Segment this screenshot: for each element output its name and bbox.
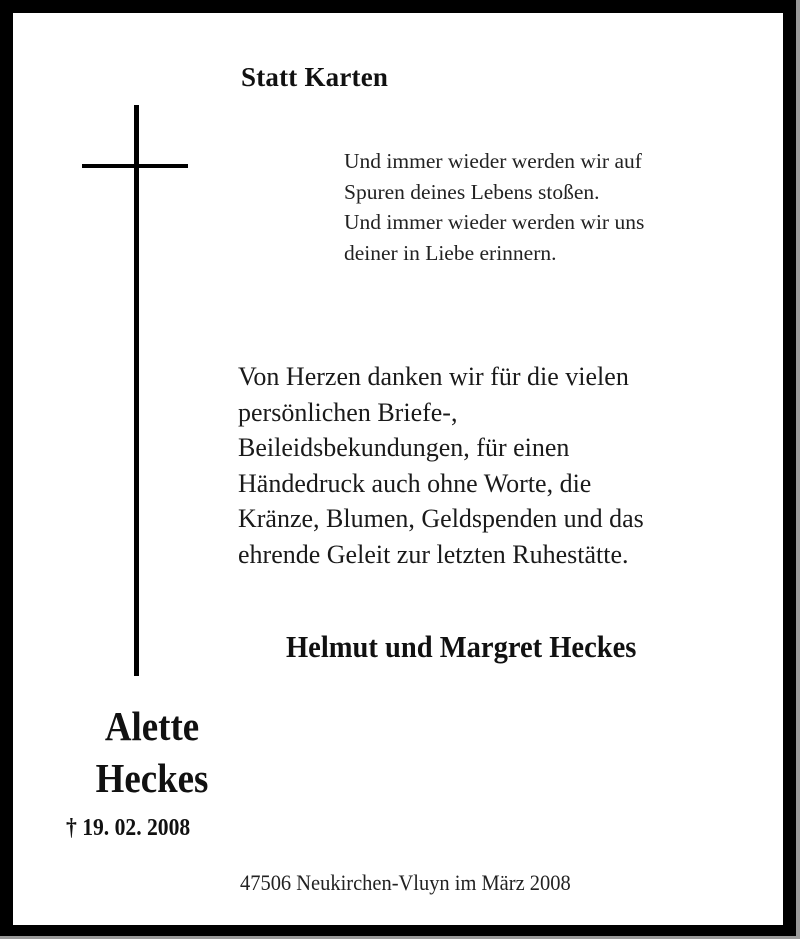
- thanks-line: Beileidsbekundungen, für einen: [238, 433, 570, 462]
- thanks-line: Kränze, Blumen, Geldspenden und das: [238, 504, 644, 533]
- verse-line: Und immer wieder werden wir auf: [344, 149, 642, 173]
- place-and-date: 47506 Neukirchen-Vluyn im März 2008: [240, 870, 571, 895]
- deceased-first-name: Alette: [104, 703, 200, 749]
- deceased-name: [71, 700, 233, 804]
- verse-line: Und immer wieder werden wir uns: [344, 210, 645, 234]
- thanks-line: persönlichen Briefe-,: [238, 397, 458, 427]
- verse-line: deiner in Liebe erinnern.: [344, 240, 557, 265]
- verse-line: Spuren deines Lebens stoßen.: [344, 179, 600, 204]
- memorial-verse: [344, 146, 644, 268]
- death-date-line: [66, 815, 190, 842]
- signers-names: Helmut und Margret Heckes: [286, 629, 637, 664]
- deceased-last-name: Heckes: [95, 755, 209, 801]
- dagger-icon: †: [66, 815, 77, 841]
- thanks-line: Händedruck auch ohne Worte, die: [238, 468, 592, 498]
- frame-shadow-right: [796, 0, 800, 939]
- cross-vertical-bar: [134, 105, 139, 676]
- notice-heading: Statt Karten: [241, 62, 389, 92]
- thank-you-text: [238, 359, 644, 572]
- cross-horizontal-bar: [82, 164, 188, 168]
- thanks-line: Von Herzen danken wir für die vielen: [238, 362, 629, 391]
- thanks-line: ehrende Geleit zur letzten Ruhestätte.: [238, 539, 629, 569]
- death-date: 19. 02. 2008: [82, 815, 191, 841]
